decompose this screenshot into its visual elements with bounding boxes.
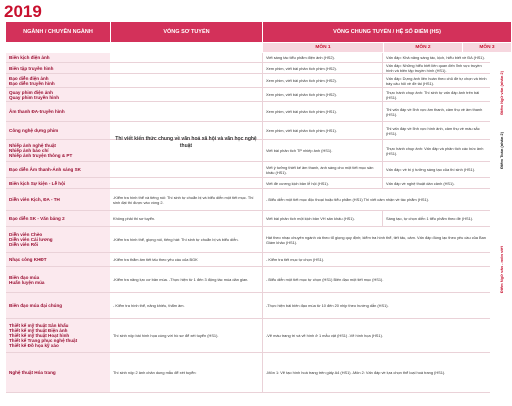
row-preliminary [110,74,262,87]
row-final [262,293,490,318]
row-preliminary [110,162,262,177]
major-name: Biên kịch điện ảnh [9,55,50,60]
row-major [6,122,110,139]
major-name: Thiết kế Trang phục nghệ thuật [9,338,78,343]
sub-mon3-label: MÔN 3 [479,45,495,50]
preliminary-text: -Kiểm tra hình thể và tiếng nói: Thí sinh tự chuẩn bị và biểu diễn một tiết mục. Thí sinh đạt thì được vào vòng 2. [113,194,254,205]
mon2-text: Thực hành chụp ảnh: Thí sinh tự vấn đáp ảnh trên bài (HS1). [386,89,480,100]
row-mon1 [262,140,382,161]
row-final [262,353,490,392]
sub-mon3 [463,43,511,52]
year-title: 2019 [4,2,42,21]
row-mon1 [262,162,382,177]
preliminary-text: -Kiểm tra hình thể, giọng nói, tiếng hát: Thí sinh tự chuẩn bị và biểu diễn. [113,237,239,242]
row-preliminary [110,253,262,266]
row-major [6,74,110,87]
row-major [6,63,110,73]
row-mon1 [262,211,382,226]
sub-mon2 [384,43,462,52]
row-preliminary [110,353,262,392]
admission-table [6,53,490,393]
table-row [6,63,490,74]
row-major [6,102,110,121]
major-name: Quay phim truyền hình [9,94,60,100]
table-row [6,189,490,211]
row-mon2 [382,88,490,101]
major-name: Quay phim điện ảnh [9,89,53,95]
row-mon1 [262,53,382,62]
header-preliminary-label: VÒNG SƠ TUYỂN [163,29,210,35]
final-text: - Biểu diễn một tiết mục tự chọn (HS1) Biên đạo một tiết mục (HS1). [266,277,384,282]
mon2-text: Thi vấn đáp về lĩnh vực âm thanh, cảm thụ về âm thanh (HS1). [386,106,483,117]
row-major [6,253,110,266]
row-mon2 [382,162,490,177]
major-name: Đạo diễn Âm thanh-Ánh sáng SK [9,167,81,172]
row-preliminary [110,267,262,292]
row-preliminary [110,53,262,62]
row-mon2 [382,178,490,188]
sub-mon1 [263,43,383,52]
row-final [262,227,490,252]
row-preliminary [110,189,262,210]
row-major [6,293,110,318]
major-name: Diễn viên Chèo [9,232,43,237]
row-major [6,211,110,226]
row-major [6,319,110,352]
sub-mon2-label: MÔN 2 [415,45,431,50]
preliminary-text: Thí sinh nộp bài hình họa cùng với hồ sơ để xét tuyển (HS1). [113,333,219,338]
table-row [6,293,490,319]
row-mon1 [262,88,382,101]
row-mon2 [382,53,490,62]
mon1-text: Xem phim, viết bài phân tích phim (HS2). [266,78,337,83]
row-mon1 [262,63,382,73]
row-mon2 [382,211,490,226]
mon2-text: Sáng tạo, tự chọn diễn 1 tiểu phẩm theo đề (HS1). [386,216,474,221]
major-name: Diễn viên Rối [9,242,39,247]
row-mon1 [262,74,382,87]
mon2-text: Vấn đáp về nghệ thuật dàn cảnh (HS1). [386,180,455,186]
mon1-text: Viết đề cương kịch bản lễ hội (HS1). [266,180,329,186]
preliminary-text: -Kiểm tra năng lực cơ bản múa. -Thực hiện từ 1 đến 3 động tác múa dân gian. [113,277,249,282]
row-preliminary [110,227,262,252]
row-mon2 [382,122,490,139]
table-row [6,267,490,293]
major-name: Biên tập truyền hình [9,65,54,71]
row-mon2 [382,74,490,87]
major-name: Đạo diễn điện ảnh [9,75,49,81]
major-name: Biên đạo múa đại chúng [9,303,63,308]
side-label-text: Điểm Ngữ văn - môn viết [498,246,504,294]
table-row [6,211,490,227]
side-label-text: Điểm Ngữ văn (nhân 2) [498,71,504,115]
row-preliminary [110,293,262,318]
mon1-text: Xem phim, viết bài phân tích phim (HS2). [266,92,337,97]
row-mon2 [382,102,490,121]
mon2-text: Vấn đáp: Khả năng sáng tác, kịch, hiểu biết về ĐA (HS1). [386,55,485,60]
row-preliminary [110,178,262,188]
major-name: Đạo diễn SK - Văn bảng 2 [9,216,65,221]
row-mon2 [382,140,490,161]
row-preliminary [110,88,262,101]
table-row [6,227,490,253]
major-name: Công nghệ dựng phim [9,128,59,133]
mon2-text: Vấn đáp: về bí ý tưởng sáng tạo của thí sinh (HS1). [386,167,476,172]
mon2-text: Vấn đáp: Dựng ảnh liên hoàn theo chủ đề tự chọn và trình bày câu hỏi về đề tài (HS1). [386,75,487,86]
row-mon1 [262,102,382,121]
table-row [6,253,490,267]
preliminary-text: Không phải thi sơ tuyển. [113,216,156,221]
final-text: - Kiểm tra tiết mục tự chọn (HS1). [266,257,325,262]
row-mon1 [262,122,382,139]
row-final [262,267,490,292]
table-row [6,178,490,189]
table-row [6,353,490,393]
mon2-text: Vấn đáp: Những hiểu biết liên quan đến lĩnh vực truyền hình và biên tập truyền hình (HS1). [386,63,482,73]
row-preliminary [110,102,262,121]
major-name: Diễn viên Cải lương [9,237,53,242]
row-preliminary [110,211,262,226]
sub-mon1-label: MÔN 1 [315,45,331,50]
mon2-text: Thi vấn đáp về lĩnh vực hình ảnh, cảm thụ về màu sắc (HS1). [386,125,480,136]
mon1-text: Viết sáng tác tiểu phẩm điện ảnh (HS2). [266,55,335,60]
mon1-text: Viết bài phân tích TP nhiếp ảnh (HS1). [266,148,333,153]
preliminary-text: - Kiểm tra hình thể, năng khiếu, thẩm âm. [113,303,185,308]
header-preliminary [111,22,262,42]
header-final [263,22,511,42]
table-row [6,102,490,122]
row-final [262,319,490,352]
major-name: Thiết kế mỹ thuật Hoạt hình [9,333,70,338]
table-row [6,319,490,353]
major-name: Biên kịch Sự kiện - Lễ hội [9,180,66,186]
row-preliminary [110,319,262,352]
header-major [6,22,110,42]
row-major [6,53,110,62]
side-label-text: Điểm Toán (nhân 2) [498,131,504,169]
row-major [6,353,110,392]
row-major [6,227,110,252]
major-name: Đạo diễn truyền hình [9,80,55,86]
row-final [262,189,490,210]
row-major [6,88,110,101]
table-row [6,74,490,88]
mon1-text: Xem phim, viết bài phân tích phim (HS1). [266,128,337,133]
row-mon1 [262,178,382,188]
major-name: Thiết kế mỹ thuật Điện ảnh [9,328,68,333]
side-label-literature-written [491,230,511,310]
row-major [6,140,110,161]
major-name: Âm thanh ĐA-truyền hình [9,109,65,114]
mon1-text: Xem phim, viết bài phân tích phim (HS1). [266,109,337,114]
row-final [262,253,490,266]
final-text: Hát theo nhạc chuyên ngành và theo tổ giọng quy định; kiểm tra hình thể, tiết tấu, cảm. Vấn đáp đúng lạc theo yêu cầu của Ban Giám khảo (HS1). [266,234,486,245]
table-row [6,53,490,63]
final-text: -Vẽ màu trang trí và vẽ hình ở 1 mẫu vật (HS1) -Vẽ hình họa (HS1). [266,333,383,338]
major-name: Nhạc công KHĐT [9,257,47,262]
row-major [6,267,110,292]
general-knowledge-exam: Thi viết kiến thức chung về văn hoá xã hội và văn học nghệ thuật [115,136,257,149]
mon2-text: Thực hành chụp ảnh: Vấn đáp và phân tích các bức ảnh (HS1). [386,145,484,156]
preliminary-text: Thí sinh nộp 2 ảnh chân dung mẫu để xét tuyển: [113,370,197,375]
header-major-label: NGÀNH / CHUYÊN NGÀNH [23,29,93,35]
final-text: - Biểu diễn một tiết mục độc thoại hoặc tiểu phẩm (HS1) Thi viết cảm nhận về tác phẩm (HS1). [266,197,429,202]
mon1-text: Viết ý tưởng thiết kế âm thanh, ánh sáng cho một tiết mục sân khấu (HS1). [266,164,374,175]
table-row [6,162,490,178]
row-preliminary [110,63,262,73]
major-name: Nhiếp ảnh báo chí [9,148,49,153]
major-name: Nghệ thuật Hóa trang [9,370,56,375]
major-name: Thiết kế Đồ họa kỹ xảo [9,343,59,348]
major-name: Nhiếp ảnh truyện thông & PT [9,153,73,158]
final-text: -Thực hiện bài biên đạo múa từ 10 đến 20 nhịp theo hướng dẫn (HS1). [266,303,389,308]
major-name: Huấn luyện múa [9,279,45,285]
final-text: -Môn 1: Vẽ tạo hình hoá trang trên giấy A4 (HS1) -Môn 2: Vấn đáp về lựa chọn thể loại hoá trang (HS1). [266,370,446,375]
mon1-text: Viết bài phân tích một kịch bản VH sân khấu (HS1). [266,216,355,221]
major-name: Thiết kế mỹ thuật Sân khấu [9,323,69,328]
table-row [6,88,490,102]
row-major [6,162,110,177]
preliminary-text: -Kiểm tra thẩm âm tiết tấu theo yêu cầu của BGK [113,257,198,262]
row-major [6,189,110,210]
row-mon2 [382,63,490,73]
major-name: Nhiếp ảnh nghệ thuật [9,143,56,148]
mon1-text: Xem phim, viết bài phân tích phim (HS2). [266,65,337,71]
side-label-math [491,120,511,180]
row-major [6,178,110,188]
major-name: Biên đạo múa [9,274,40,280]
header-final-label: VÒNG CHUNG TUYỂN / HỆ SỐ ĐIỂM (HS) [333,29,441,35]
major-name: Diễn viên Kịch, ĐA - TH [9,197,60,202]
